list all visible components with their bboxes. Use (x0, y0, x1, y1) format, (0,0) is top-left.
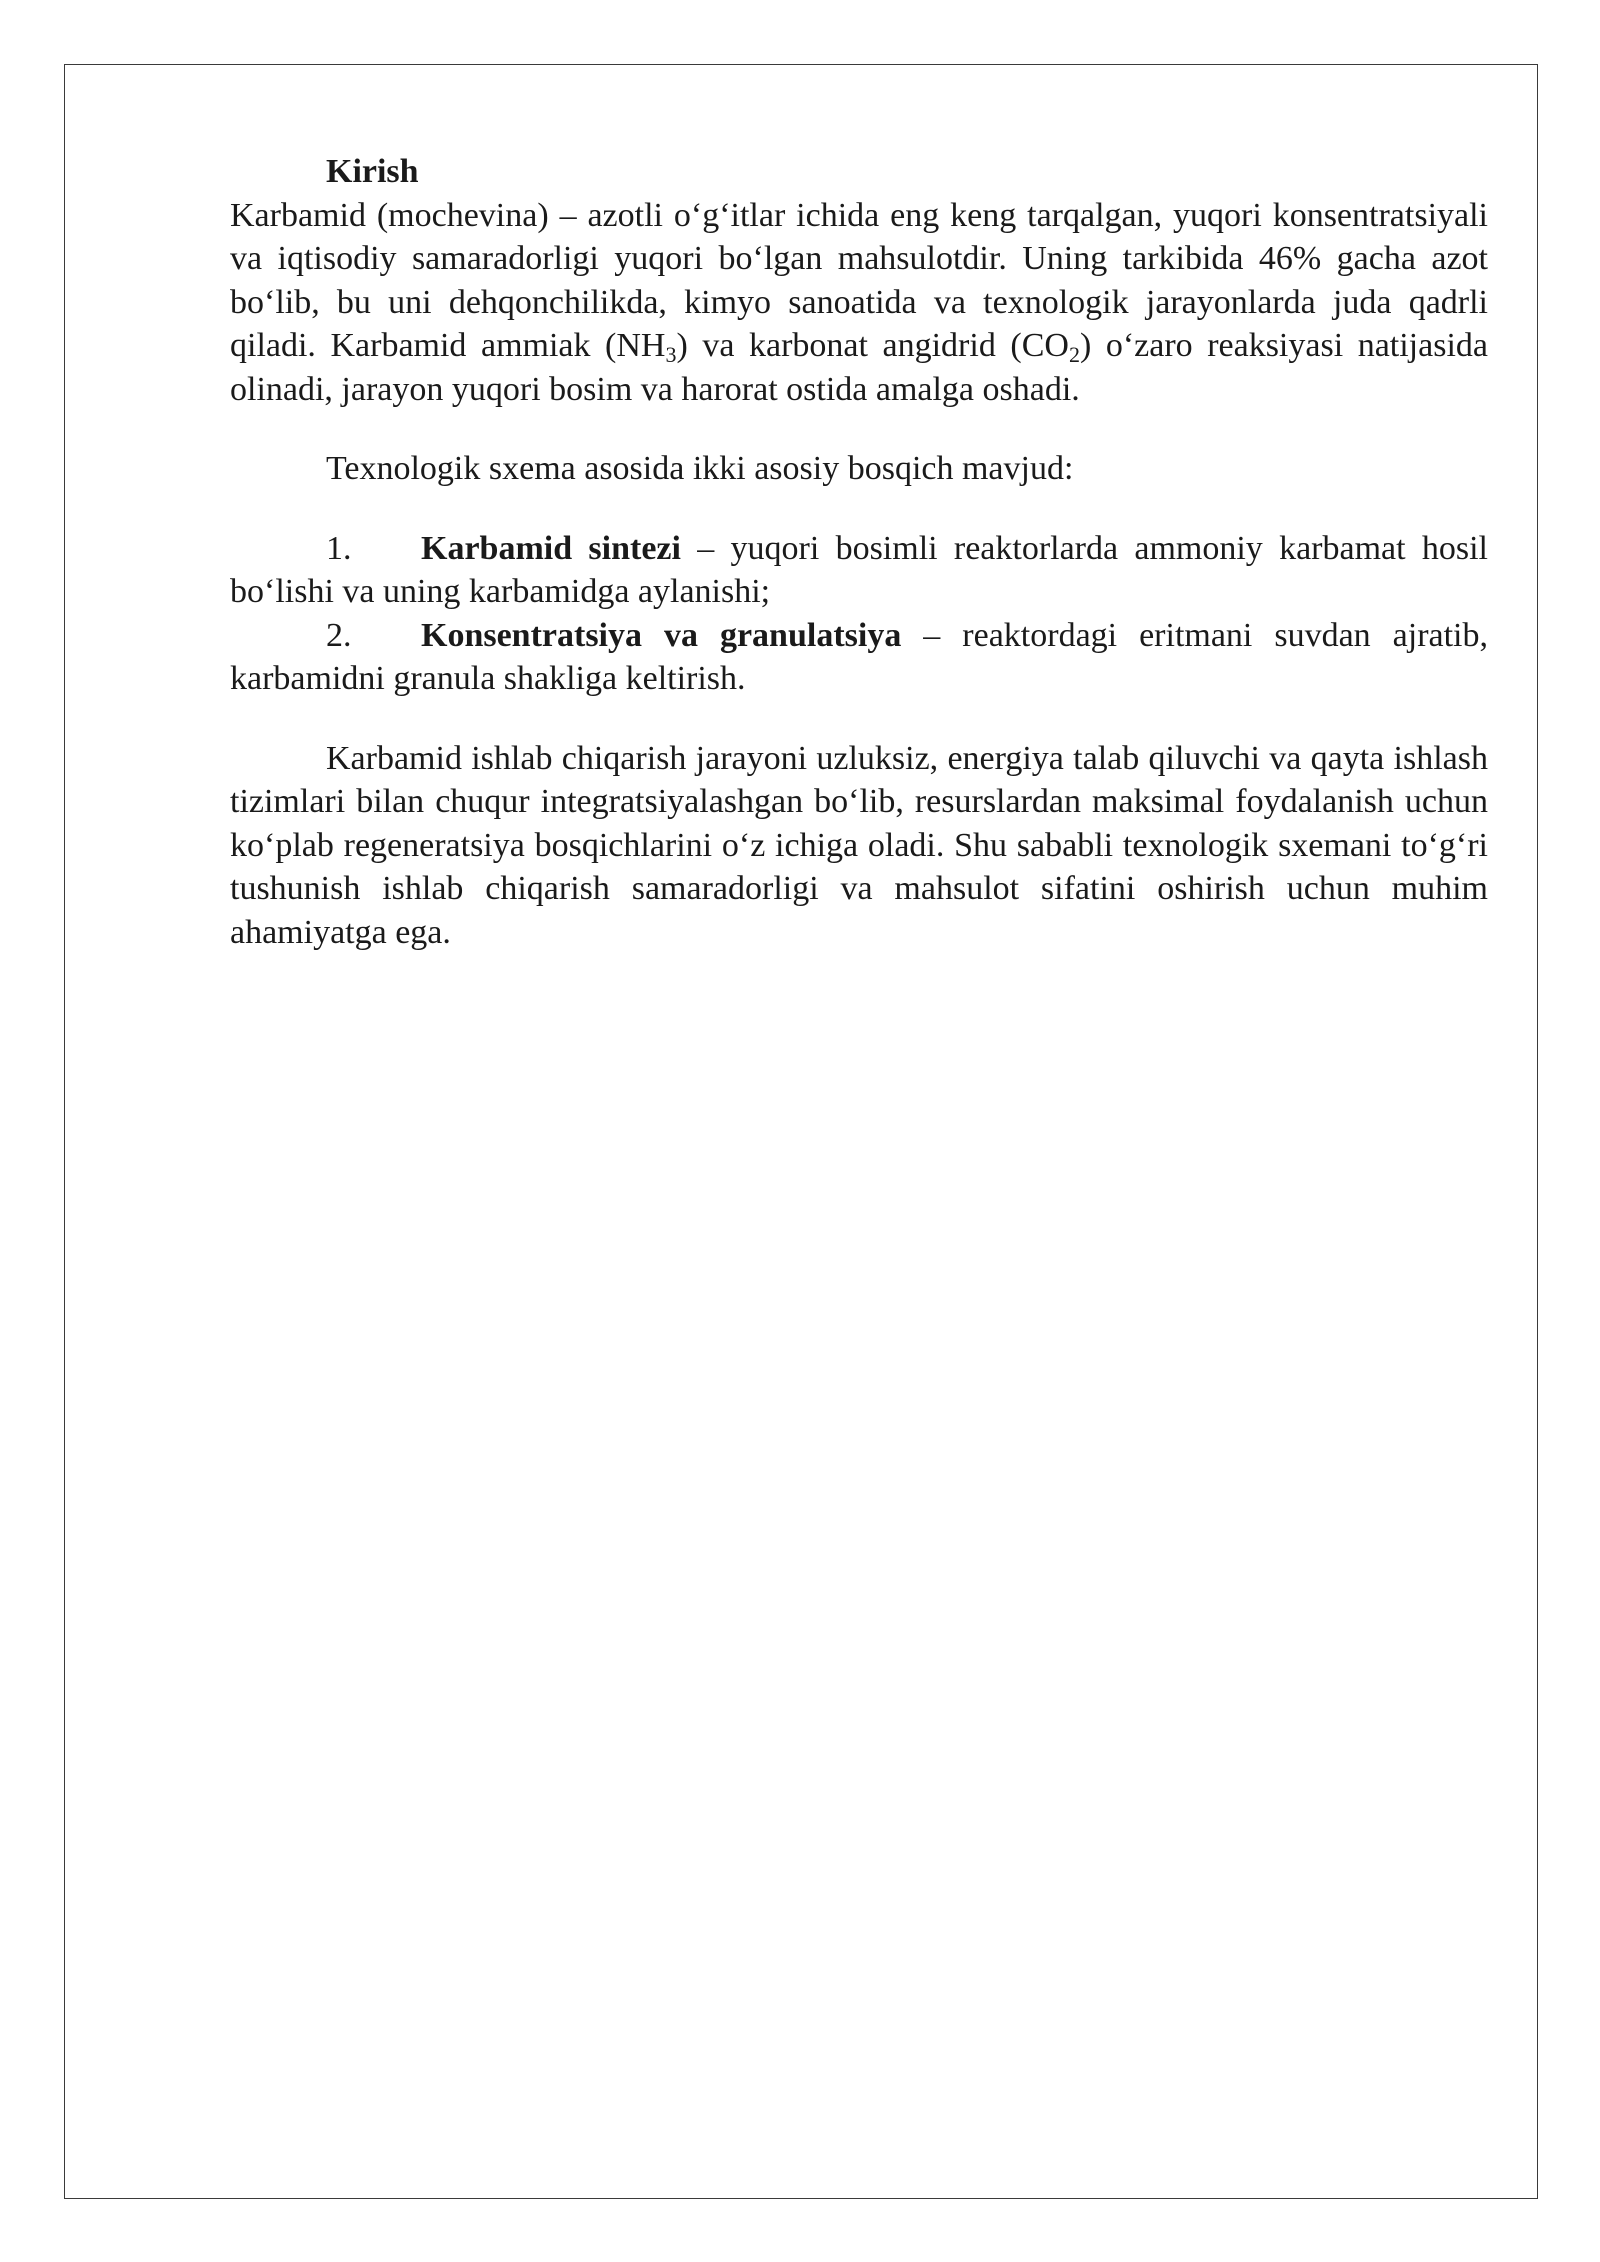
intro-paragraph (230, 194, 1488, 412)
document-body (230, 150, 1488, 954)
step-title: Konsentratsiya va granulatsiya (421, 616, 902, 654)
intro-text-1: Karbamid (mochevina) – azotli o‘g‘itlar ichida eng keng tarqalgan, yuqori konsentratsiyali va iqtisodiy samaradorligi yuqori bo‘lgan mahsulotdir. Uning tarkibida 46% gacha azot bo‘lib, bu uni dehqonchilikda, kimyo sanoatida va texnologik jarayonlarda juda qadrli qiladi. Karbamid ammiak (NH (230, 196, 1488, 364)
list-item (230, 527, 1488, 614)
step-title: Karbamid sintezi (421, 529, 681, 567)
steps-list (230, 527, 1488, 701)
intro-text-2: ) va karbonat angidrid (CO (676, 327, 1069, 364)
list-number: 1. (326, 529, 352, 567)
section-heading: Kirish (326, 153, 419, 190)
list-number: 2. (326, 616, 352, 654)
co2-subscript: 2 (1068, 342, 1080, 367)
conclusion-paragraph: Karbamid ishlab chiqarish jarayoni uzluksiz, energiya talab qiluvchi va qayta ishlash tizimlari bilan chuqur integratsiyalashgan bo‘lib, resurslardan maksimal foydalanish uchun ko‘plab regeneratsiya bosqichlarini o‘z ichiga oladi. Shu sababli texnologik sxemani to‘g‘ri tushunish ishlab chiqarish samaradorligi va mahsulot sifatini oshirish uchun muhim ahamiyatga ega. (230, 739, 1488, 951)
nh3-subscript: 3 (665, 342, 677, 367)
intro-text-3: ) o‘zaro reaksiyasi natijasida olinadi, jarayon yuqori bosim va harorat ostida amalga oshadi. (230, 327, 1488, 408)
scheme-intro-paragraph: Texnologik sxema asosida ikki asosiy bosqich mavjud: (326, 450, 1074, 487)
step-text: – reaktordagi eritmani suvdan ajratib, karbamidni granula shakliga keltirish. (230, 616, 1489, 697)
step-text: – yuqori bosimli reaktorlarda ammoniy karbamat hosil bo‘lishi va uning karbamidga aylanishi; (230, 529, 1488, 610)
list-item (230, 614, 1488, 701)
